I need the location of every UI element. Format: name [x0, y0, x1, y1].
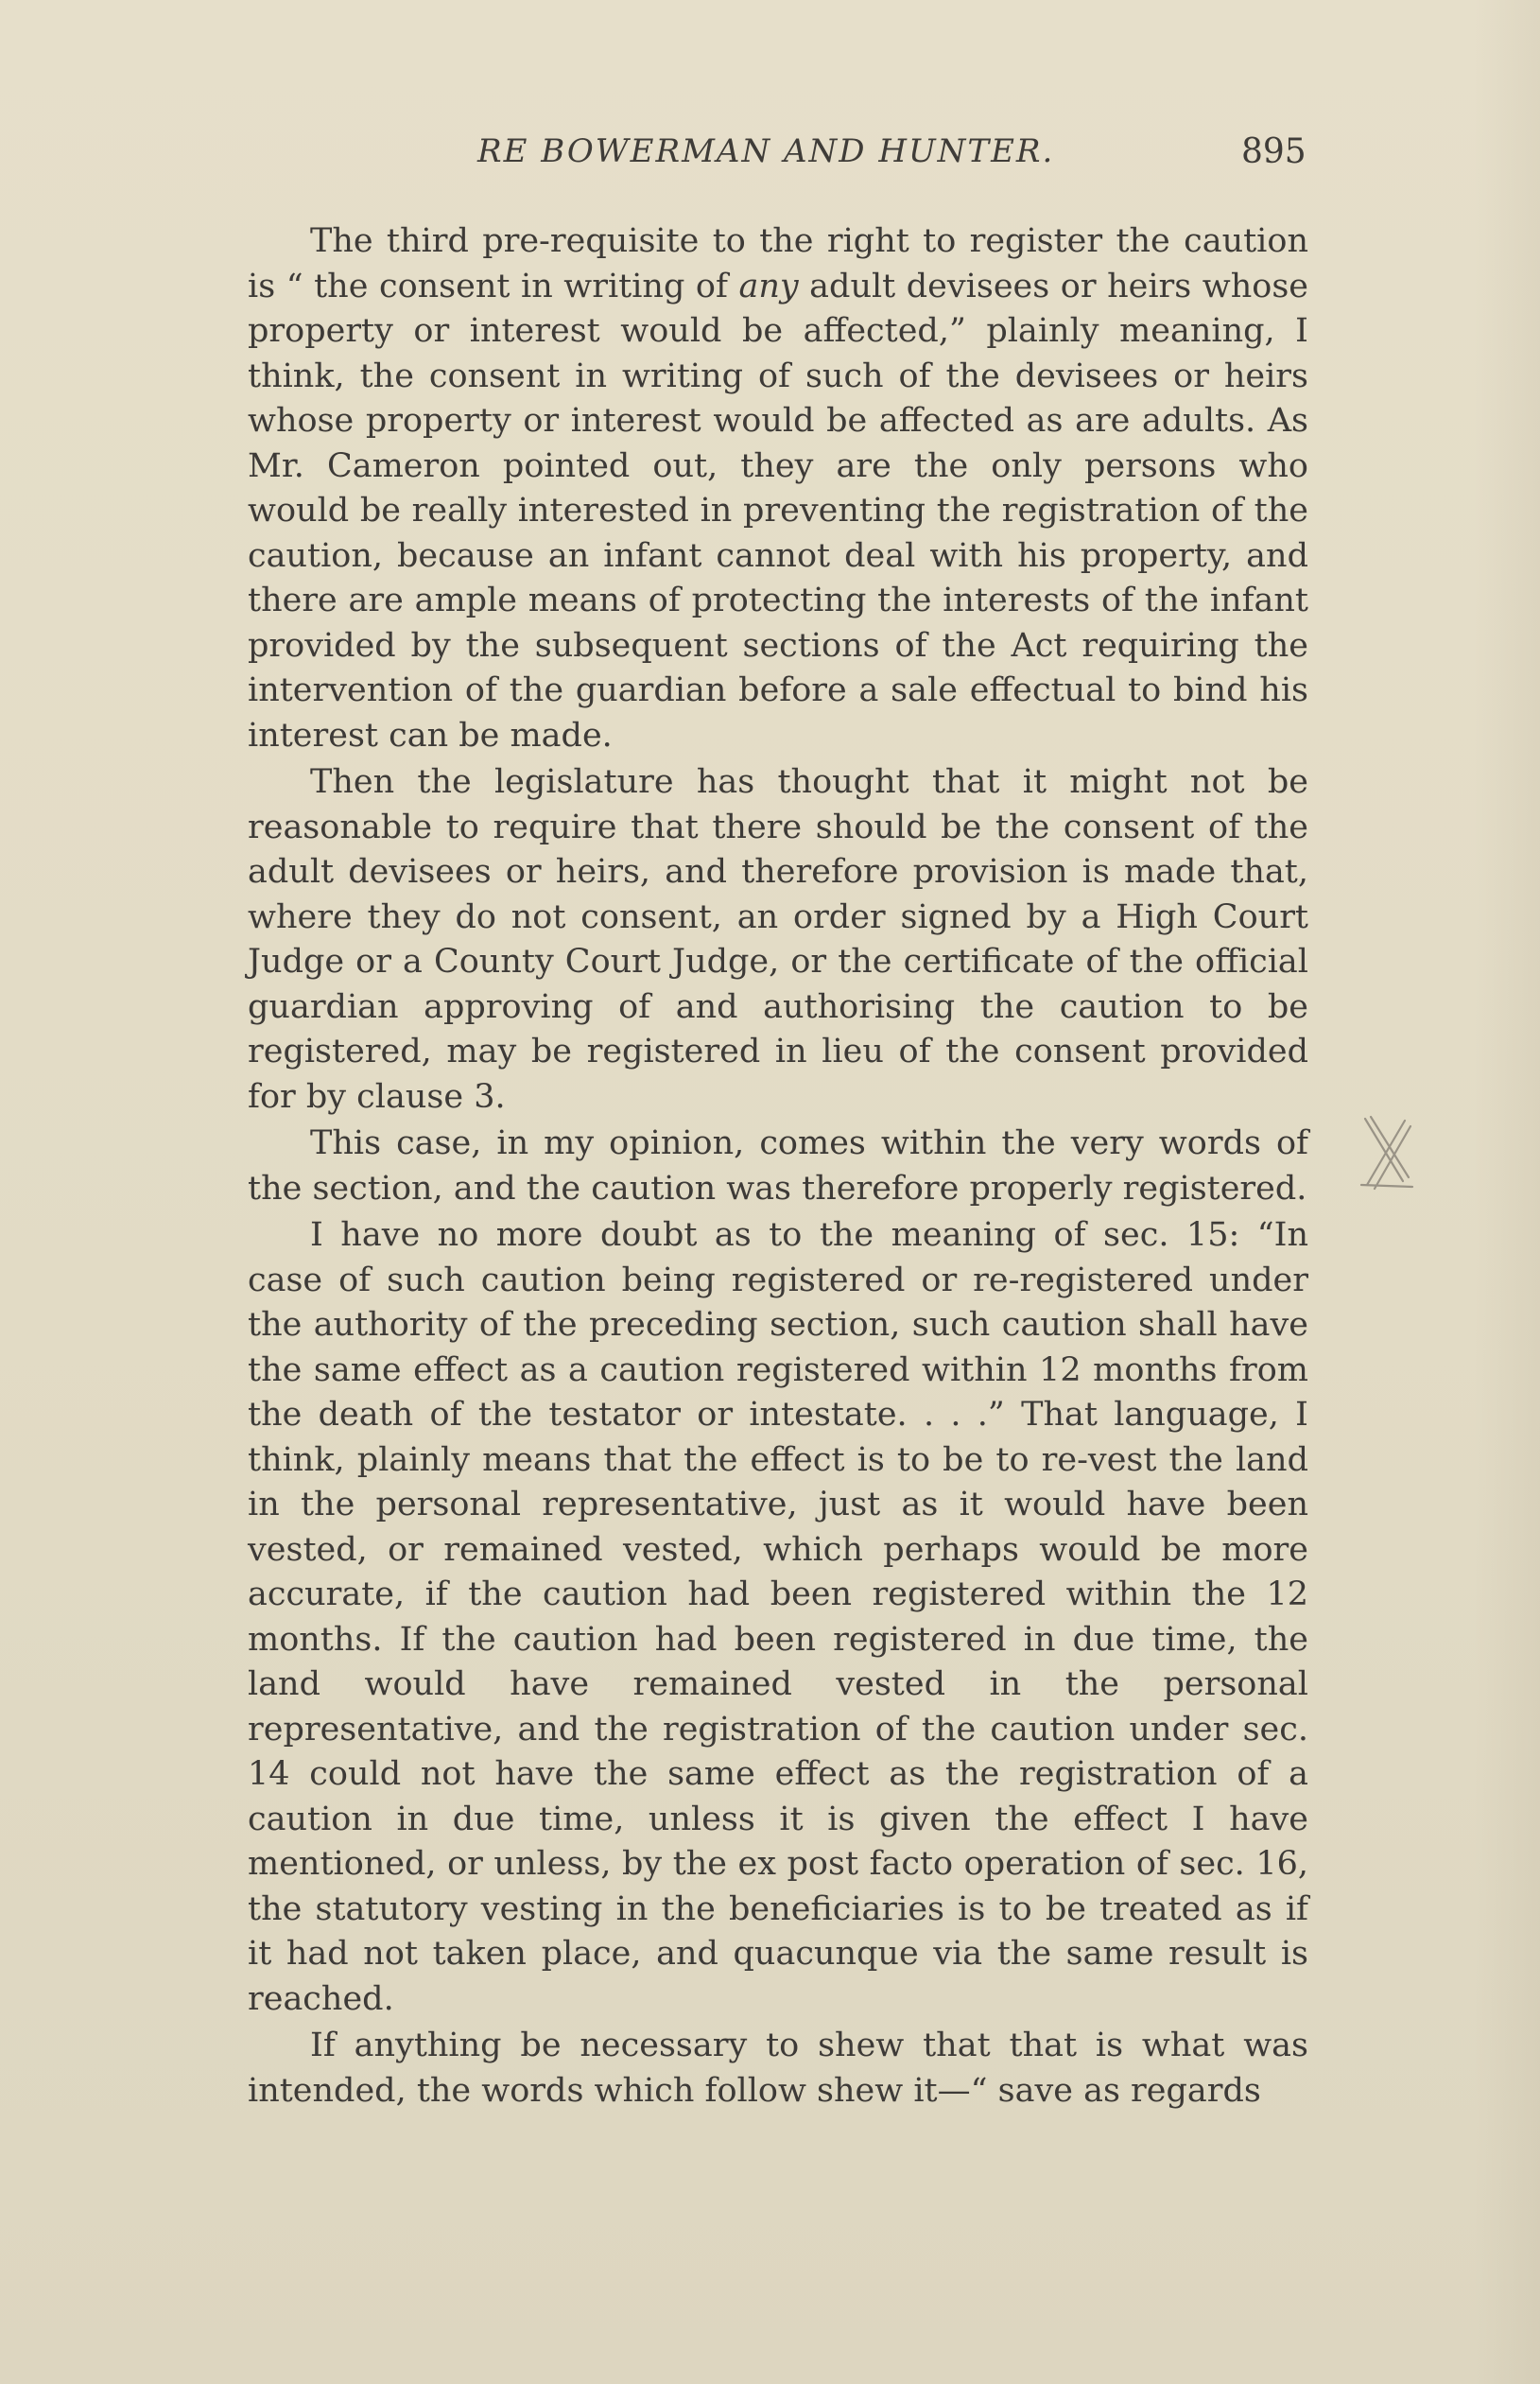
page-number: 895 — [1241, 132, 1306, 171]
paragraph-1 — [248, 219, 1308, 758]
paragraph-1-italic-any: any — [738, 267, 799, 305]
paragraph-1-text-1: The third pre-requisite to the right to register the caution is “ the consent in writing of — [248, 222, 1308, 305]
paragraph-5 — [248, 2024, 1308, 2114]
running-title: RE BOWERMAN AND HUNTER. — [477, 132, 1055, 170]
paragraph-1-text-2: adult devisees or heirs whose property or interest would be affected,” plainly meaning, I think, the consent in writing of such of the devisees or heirs whose property or interest would be affected as are adults. As Mr. Cameron pointed out, they are the only persons who would be really interested in preventing the registration of the caution, because an infant cannot deal with his property, and there are ample means of protecting the interests of the infant provided by the subsequent sections of the Act requiring the intervention of the guardian before a sale effectual to bind his interest can be made. — [248, 267, 1309, 755]
paragraph-5-text: If anything be necessary to shew that that is what was intended, the words which follow shew it—“ save as regards — [248, 2027, 1308, 2110]
paragraph-3-text: This case, in my opinion, comes within the very words of the section, and the caution was therefore properly registered. — [248, 1124, 1308, 1208]
paragraph-4 — [248, 1213, 1308, 2022]
body-text — [248, 219, 1308, 2114]
paragraph-3 — [248, 1122, 1308, 1211]
paragraph-4-text: I have no more doubt as to the meaning of sec. 15: “In case of such caution being registered or re-registered under the authority of the preceding section, such caution shall have the same effect as a caution registered within 12 months from the death of the testator or intestate. . . .” That language, I think, plainly means that the effect is to be to re-vest the land in the personal representative, just as it would have been vested, or remained vested, which perhaps would be more accurate, if the caution had been registered within the 12 months. If the caution had been registered in due time, the land would have remained vested in the personal representative, and the registration of the caution under sec. 14 could not have the same effect as the registration of a caution in due time, unless it is given the effect I have mentioned, or unless, by the ex post facto operation of sec. 16, the statutory vesting in the beneficiaries is to be treated as if it had not taken place, and quacunque via the same result is reached. — [248, 1216, 1308, 2018]
pencil-cross-mark-icon — [1358, 1111, 1416, 1192]
running-head — [477, 132, 1423, 189]
page-edge-shading — [1474, 0, 1540, 2384]
paragraph-2-text: Then the legislature has thought that it might not be reasonable to require that there should be the consent of the adult devisees or heirs, and therefore provision is made that, where they do not consent, an order signed by a High Court Judge or a County Court Judge, or the certificate of the official guardian approving of and authorising the caution to be registered, may be registered in lieu of the consent provided for by clause 3. — [248, 763, 1308, 1116]
paragraph-2 — [248, 760, 1308, 1120]
